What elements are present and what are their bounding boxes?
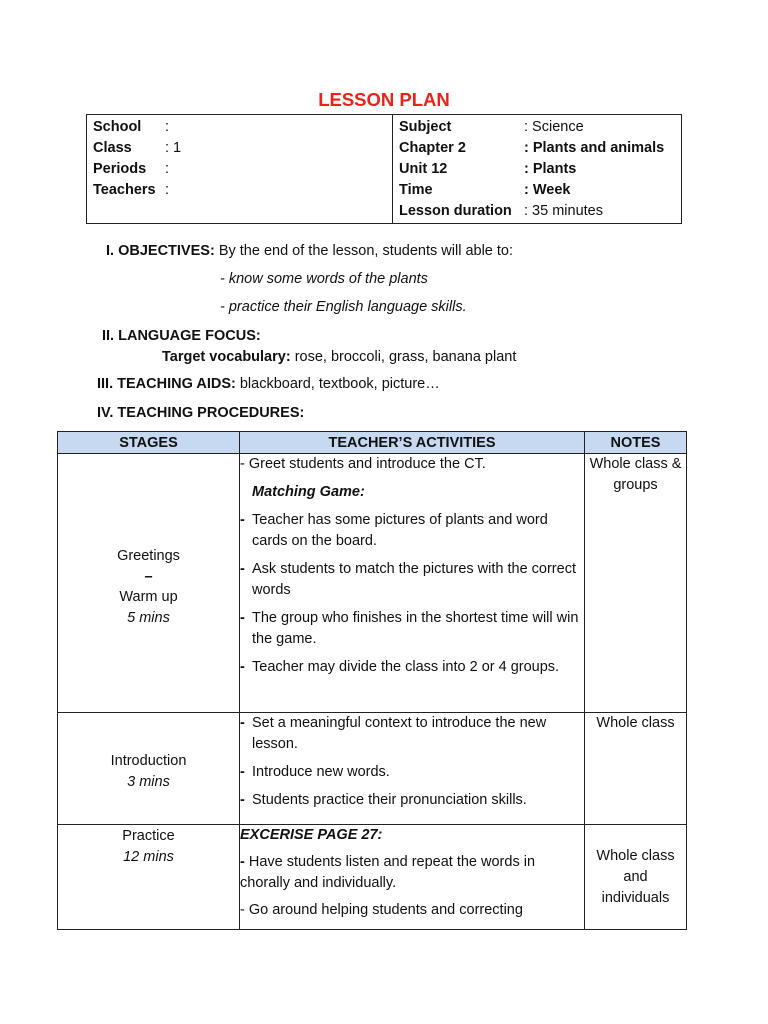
activities-cell [240, 825, 585, 930]
lesson-info-table [86, 114, 682, 224]
stage-dash: – [144, 568, 153, 585]
teachers-label: Teachers [93, 182, 156, 198]
school-label: School [93, 119, 142, 135]
notes-text: Whole class & groups [589, 456, 682, 493]
stage-cell [58, 713, 240, 825]
table-row [58, 713, 687, 825]
unit-value: : Plants [524, 161, 577, 177]
duration-label: Lesson duration [399, 203, 512, 219]
activity-subheading: Matching Game: [252, 484, 365, 500]
col-header-activities: TEACHER’S ACTIVITIES [240, 432, 585, 454]
stage-time: 12 mins [123, 848, 174, 865]
vocab-list: rose, broccoli, grass, banana plant [294, 349, 517, 365]
stage-name: Greetings [117, 548, 180, 564]
notes-cell [585, 454, 687, 713]
target-vocabulary-line [162, 349, 516, 365]
time-label: Time [399, 182, 433, 198]
page-title: LESSON PLAN [318, 89, 450, 110]
info-left-cell [87, 115, 393, 224]
activities-cell [240, 713, 585, 825]
col-header-stages: STAGES [58, 432, 240, 454]
stage-time: 3 mins [127, 773, 170, 790]
school-row [93, 117, 386, 138]
teaching-aids-line [97, 376, 440, 392]
unit-row [399, 159, 675, 180]
activity-intro: - Greet students and introduce the CT. [240, 456, 486, 472]
subject-value: : Science [524, 119, 584, 135]
stage-name: Introduction [110, 753, 187, 769]
stage-name: Practice [122, 828, 175, 844]
activity-bullet: - Introduce new words. [240, 764, 390, 780]
stage-cell [58, 454, 240, 713]
class-row [93, 138, 386, 159]
chapter-value: : Plants and animals [524, 140, 665, 156]
unit-label: Unit 12 [399, 161, 448, 177]
objectives-intro: By the end of the lesson, students will able to: [218, 243, 514, 259]
procedures-table [57, 431, 687, 930]
notes-cell [585, 825, 687, 930]
objectives-heading: I. OBJECTIVES: [106, 243, 215, 259]
activity-bullet: - Have students listen and repeat the words in chorally and individually. [240, 854, 536, 891]
school-value: : [165, 119, 170, 135]
activity-bullet: - Students practice their pronunciation skills. [240, 792, 527, 808]
stage-name-2: Warm up [119, 589, 178, 605]
time-row [399, 180, 675, 201]
subject-row [399, 117, 675, 138]
notes-text: Whole class and individuals [596, 847, 675, 906]
periods-label: Periods [93, 161, 147, 177]
chapter-label: Chapter 2 [399, 140, 466, 156]
info-right-cell [393, 115, 682, 224]
procedures-heading: IV. TEACHING PROCEDURES: [97, 405, 305, 421]
duration-row [399, 201, 675, 222]
objective-item: - know some words of the plants [220, 271, 428, 287]
chapter-row [399, 138, 675, 159]
activity-bullet: - The group who finishes in the shortest time will win the game. [240, 610, 579, 647]
teachers-value: : [165, 182, 170, 198]
subject-label: Subject [399, 119, 452, 135]
periods-row [93, 159, 386, 180]
activity-bullet: - Go around helping students and correcting [240, 902, 523, 918]
col-header-notes: NOTES [585, 432, 687, 454]
activity-bullet: - Ask students to match the pictures with the correct words [240, 561, 576, 598]
teaching-aids-list: blackboard, textbook, picture… [239, 376, 440, 392]
class-label: Class [93, 140, 132, 156]
activity-subheading: EXCERISE PAGE 27: [240, 827, 383, 843]
class-value: : 1 [165, 140, 182, 156]
activities-cell [240, 454, 585, 713]
notes-text: Whole class [596, 715, 675, 731]
teaching-aids-heading: III. TEACHING AIDS: [97, 376, 236, 392]
stage-time: 5 mins [127, 609, 170, 626]
table-row [58, 825, 687, 930]
duration-value: : 35 minutes [524, 203, 603, 219]
activity-bullet: - Teacher has some pictures of plants and word cards on the board. [240, 512, 548, 549]
vocab-label: Target vocabulary: [162, 349, 291, 365]
activity-bullet: - Set a meaningful context to introduce the new lesson. [240, 715, 547, 752]
objectives-line [106, 243, 513, 259]
stage-cell [58, 825, 240, 930]
periods-value: : [165, 161, 170, 177]
activity-bullet: - Teacher may divide the class into 2 or 4 groups. [240, 659, 560, 675]
notes-cell [585, 713, 687, 825]
language-focus-heading: II. LANGUAGE FOCUS: [102, 328, 261, 344]
time-value: : Week [524, 182, 571, 198]
objective-item: - practice their English language skills. [220, 299, 467, 315]
table-row [58, 454, 687, 713]
teachers-row [93, 180, 386, 201]
